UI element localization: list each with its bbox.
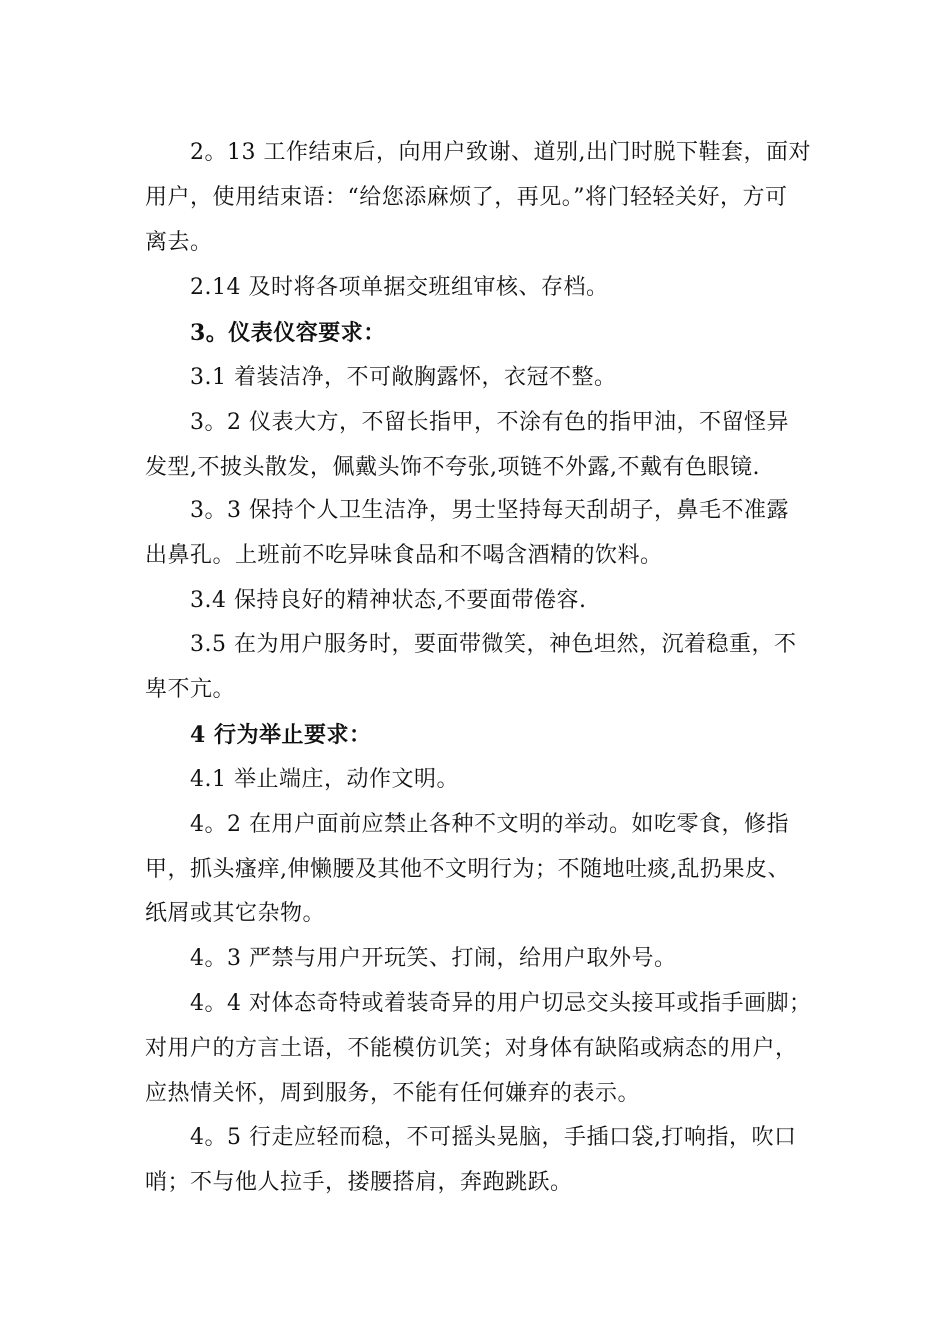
- paragraph-2-14: 2.14 及时将各项单据交班组审核、存档。: [190, 275, 609, 300]
- paragraph-4-1: 4.1 举止端庄，动作文明。: [190, 767, 459, 792]
- paragraph-2-13-line-2: 用户，使用结束语：“给您添麻烦了，再见。”将门轻轻关好，方可: [145, 185, 788, 210]
- paragraph-3-2-line-2: 发型,不披头散发，佩戴头饰不夸张,项链不外露,不戴有色眼镜.: [145, 455, 760, 480]
- paragraph-4-2-line-2: 甲，抓头瘙痒,伸懒腰及其他不文明行为；不随地吐痰,乱扔果皮、: [145, 857, 790, 882]
- paragraph-4-5-line-2: 哨；不与他人拉手，搂腰搭肩，奔跑跳跃。: [145, 1170, 573, 1195]
- paragraph-3-5-line-2: 卑不亢。: [145, 677, 236, 702]
- paragraph-2-13-line-1: 2。13 工作结束后，向用户致谢、道别,出门时脱下鞋套，面对: [190, 140, 811, 165]
- paragraph-4-4-line-1: 4。4 对体态奇特或着装奇异的用户切忌交头接耳或指手画脚；: [190, 991, 812, 1016]
- paragraph-4-4-line-3: 应热情关怀，周到服务，不能有任何嫌弃的表示。: [145, 1081, 641, 1106]
- paragraph-3-1: 3.1 着装洁净，不可敞胸露怀，衣冠不整。: [190, 365, 617, 390]
- paragraph-4-2-line-1: 4。2 在用户面前应禁止各种不文明的举动。如吃零食，修指: [190, 812, 789, 837]
- paragraph-4-5-line-1: 4。5 行走应轻而稳，不可摇头晃脑，手插口袋,打响指，吹口: [190, 1125, 797, 1150]
- paragraph-4-2-line-3: 纸屑或其它杂物。: [145, 901, 326, 926]
- paragraph-4-3: 4。3 严禁与用户开玩笑、打闹，给用户取外号。: [190, 946, 677, 971]
- paragraph-4-4-line-2: 对用户的方言土语，不能模仿讥笑；对身体有缺陷或病态的用户，: [145, 1036, 798, 1061]
- section-heading-4: 4 行为举止要求：: [190, 722, 372, 748]
- paragraph-3-3-line-2: 出鼻孔。上班前不吃异味食品和不喝含酒精的饮料。: [145, 543, 663, 568]
- paragraph-3-5-line-1: 3.5 在为用户服务时，要面带微笑，神色坦然，沉着稳重，不: [190, 632, 797, 657]
- paragraph-3-4: 3.4 保持良好的精神状态,不要面带倦容.: [190, 588, 587, 613]
- paragraph-3-3-line-1: 3。3 保持个人卫生洁净，男士坚持每天刮胡子，鼻毛不准露: [190, 498, 789, 523]
- section-heading-3: 3。仪表仪容要求：: [190, 320, 386, 346]
- paragraph-3-2-line-1: 3。2 仪表大方，不留长指甲，不涂有色的指甲油，不留怪异: [190, 410, 789, 435]
- paragraph-2-13-line-3: 离去。: [145, 230, 213, 255]
